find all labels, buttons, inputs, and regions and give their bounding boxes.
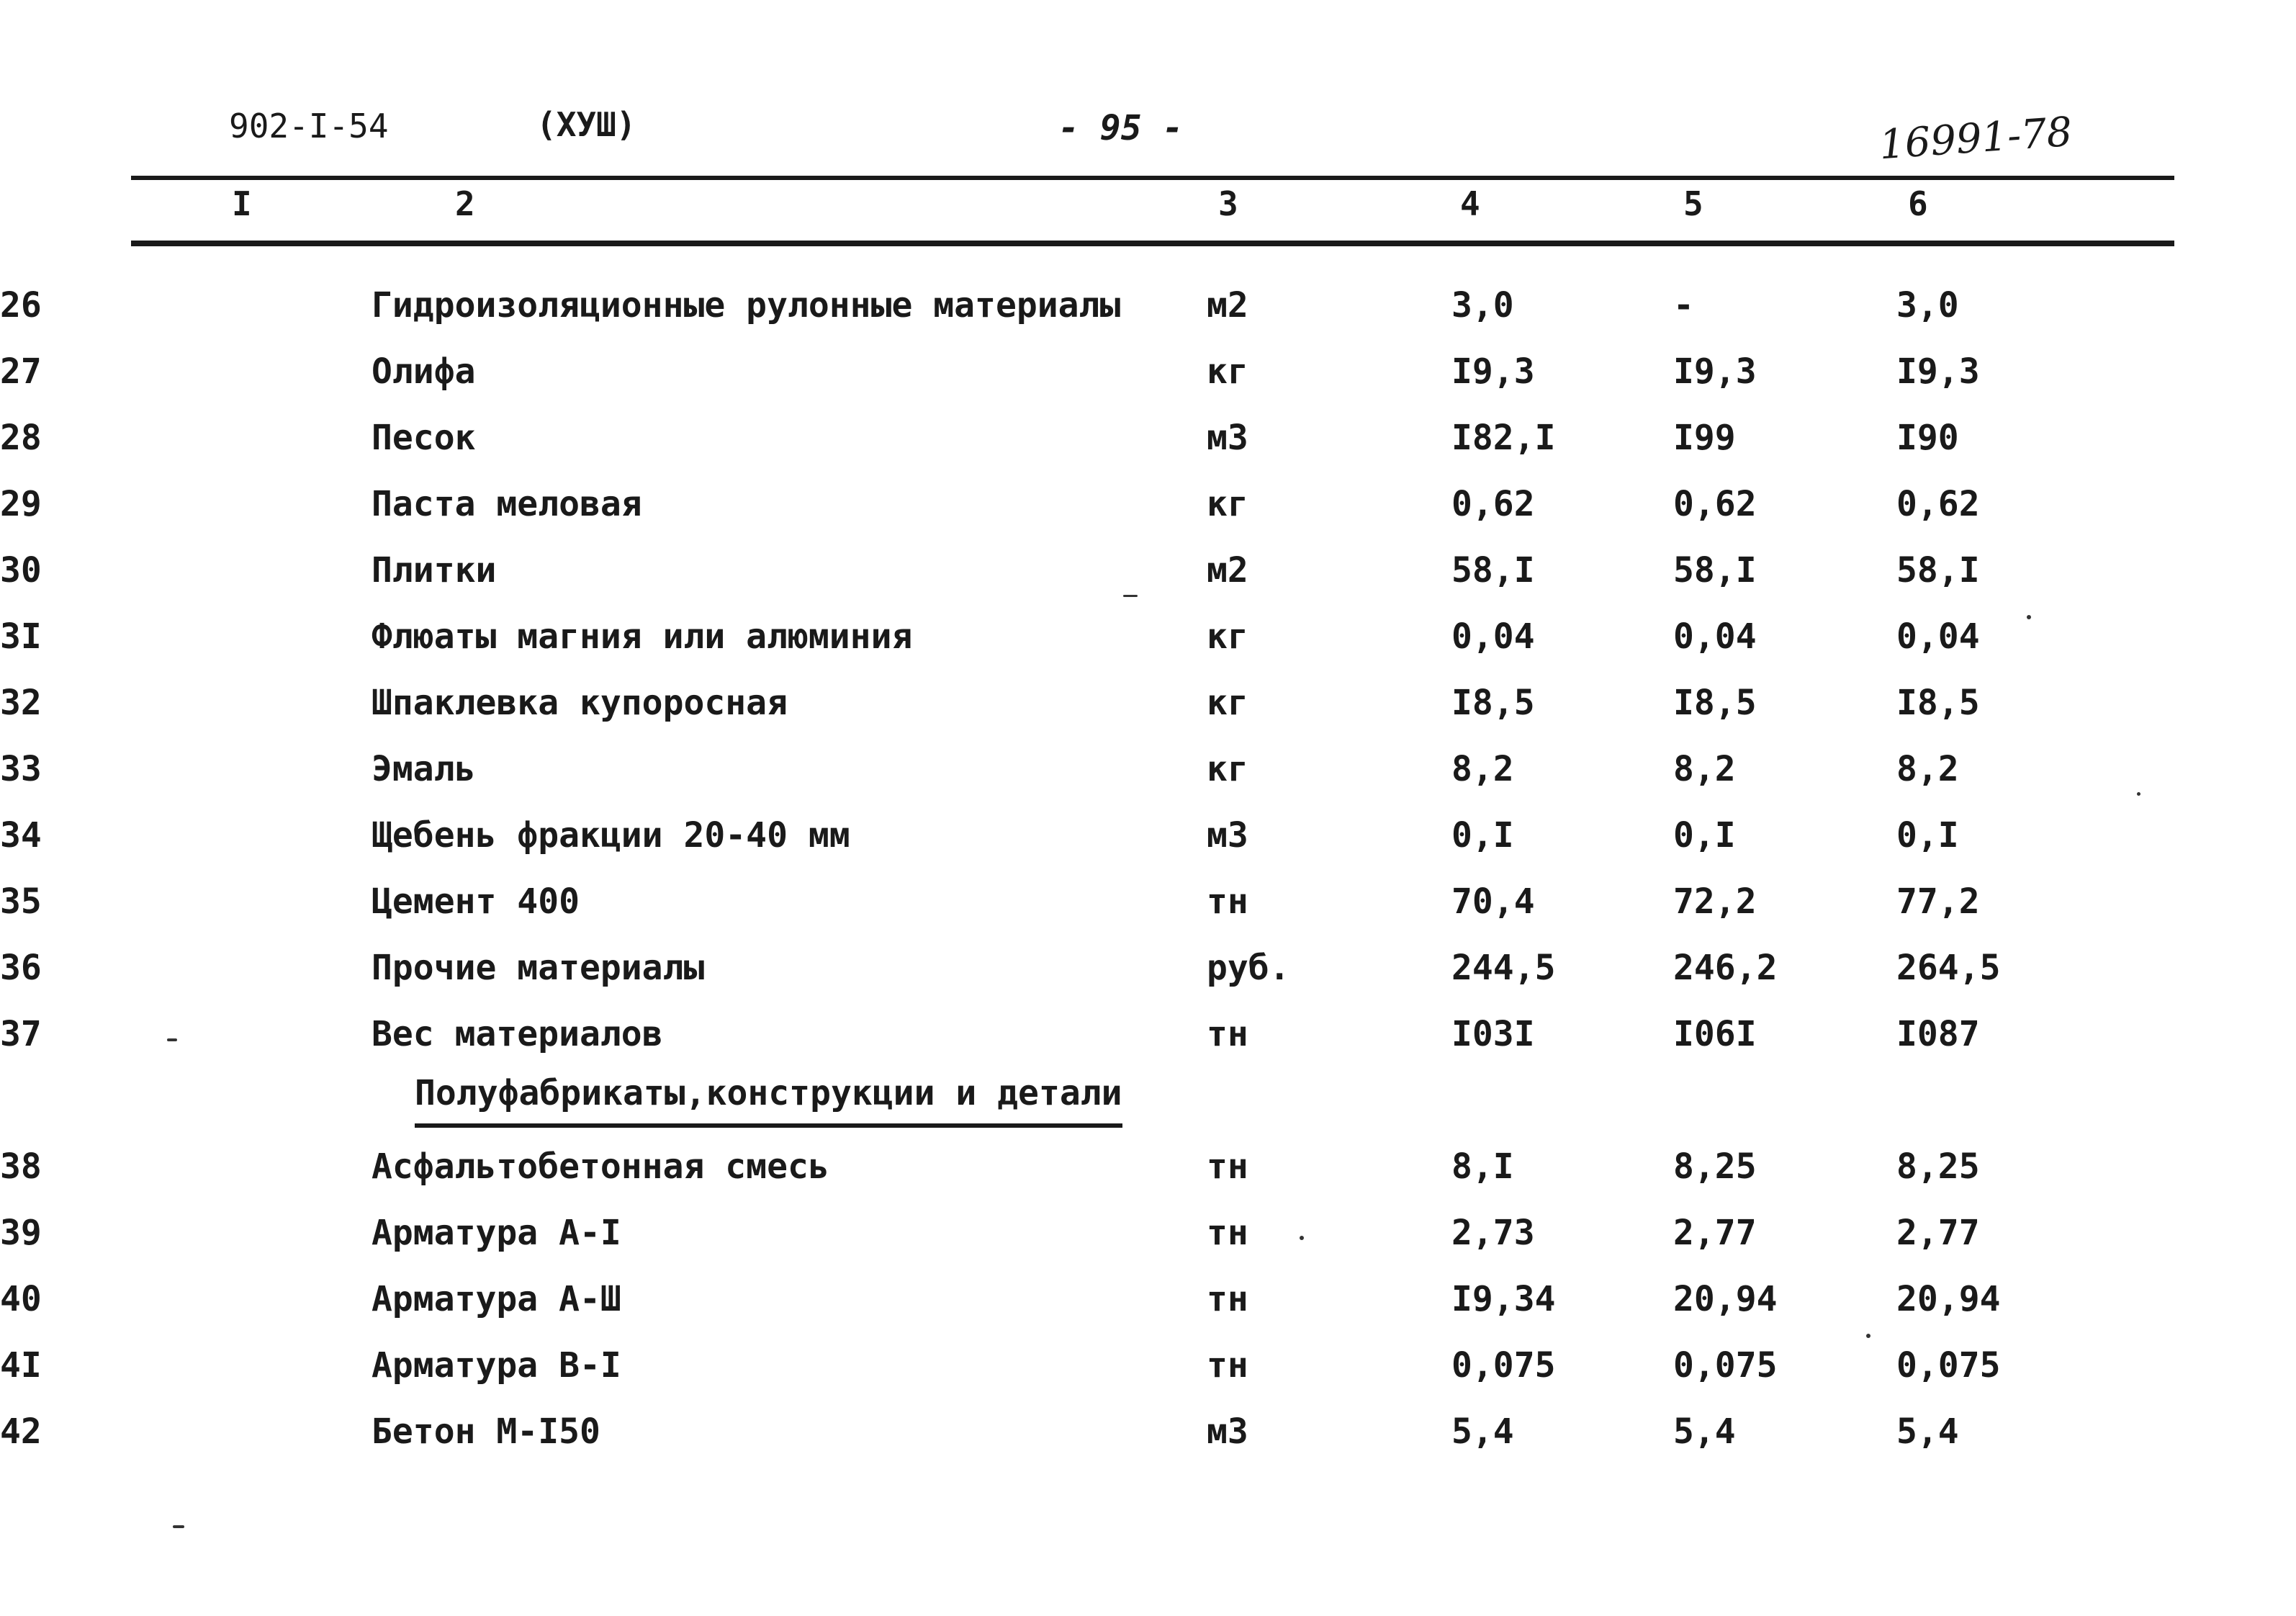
value-col-6: 5,4 [1896, 1411, 1959, 1452]
row-number: 29 [0, 484, 42, 524]
value-col-4: I9,34 [1451, 1279, 1556, 1319]
row-number: 28 [0, 418, 42, 458]
table-row [0, 405, 2184, 471]
value-col-6: 264,5 [1896, 948, 2001, 988]
value-col-6: 58,I [1896, 550, 1980, 591]
material-name: Арматура А-Ш [372, 1279, 621, 1319]
value-col-5: 0,62 [1673, 484, 1757, 524]
table-row [0, 1200, 2184, 1266]
value-col-4: 58,I [1451, 550, 1535, 591]
value-col-6: 20,94 [1896, 1279, 2001, 1319]
row-number: 37 [0, 1014, 42, 1054]
material-name: Олифа [372, 351, 476, 392]
unit-of-measure: м3 [1207, 1411, 1248, 1452]
table-row [0, 1134, 2184, 1200]
scan-speck [1866, 1334, 1870, 1338]
scan-speck [167, 1038, 177, 1041]
scan-speck [173, 1525, 184, 1528]
unit-of-measure: кг [1207, 616, 1248, 657]
page-number: - 95 - [1058, 108, 1184, 148]
row-number: 27 [0, 351, 42, 392]
table-row [0, 868, 2184, 935]
table-row [0, 1332, 2184, 1399]
value-col-4: 2,73 [1451, 1213, 1535, 1253]
value-col-6: 2,77 [1896, 1213, 1980, 1253]
unit-of-measure: тн [1207, 1146, 1248, 1187]
table-row [0, 1266, 2184, 1332]
row-number: 39 [0, 1213, 42, 1253]
row-number: 30 [0, 550, 42, 591]
column-header-1: I [232, 184, 252, 223]
value-col-5: 246,2 [1673, 948, 1778, 988]
column-header-2: 2 [455, 184, 475, 223]
value-col-4: I8,5 [1451, 683, 1535, 723]
header-bottom-rule [131, 241, 2174, 246]
table-row [0, 935, 2184, 1001]
material-name: Песок [372, 418, 476, 458]
row-number: 32 [0, 683, 42, 723]
material-name: Арматура А-I [372, 1213, 621, 1253]
row-number: 38 [0, 1146, 42, 1187]
value-col-4: 5,4 [1451, 1411, 1514, 1452]
table-row [0, 537, 2184, 603]
value-col-4: 8,2 [1451, 749, 1514, 789]
unit-of-measure: м2 [1207, 550, 1248, 591]
unit-of-measure: тн [1207, 1345, 1248, 1386]
table-row [0, 736, 2184, 802]
value-col-6: 3,0 [1896, 285, 1959, 326]
table-row [0, 1399, 2184, 1465]
unit-of-measure: кг [1207, 351, 1248, 392]
table-row [0, 603, 2184, 670]
value-col-4: I9,3 [1451, 351, 1535, 392]
section-number: (ХУШ) [536, 105, 636, 144]
scan-speck [2137, 792, 2140, 796]
row-number: 33 [0, 749, 42, 789]
value-col-5: 8,25 [1673, 1146, 1757, 1187]
value-col-4: 0,075 [1451, 1345, 1556, 1386]
material-name: Эмаль [372, 749, 476, 789]
document-code: 902-I-54 [229, 107, 389, 145]
unit-of-measure: м3 [1207, 418, 1248, 458]
unit-of-measure: тн [1207, 1213, 1248, 1253]
unit-of-measure: кг [1207, 749, 1248, 789]
table-row [0, 272, 2184, 338]
value-col-5: 5,4 [1673, 1411, 1736, 1452]
materials-table [0, 272, 2184, 1465]
scan-speck [1300, 1236, 1304, 1240]
value-col-5: 0,075 [1673, 1345, 1778, 1386]
row-number: 35 [0, 881, 42, 922]
value-col-6: 0,I [1896, 815, 1959, 856]
row-number: 40 [0, 1279, 42, 1319]
row-number: 36 [0, 948, 42, 988]
value-col-4: 3,0 [1451, 285, 1514, 326]
value-col-5: 20,94 [1673, 1279, 1778, 1319]
unit-of-measure: тн [1207, 1279, 1248, 1319]
material-name: Флюаты магния или алюминия [372, 616, 913, 657]
value-col-6: 0,62 [1896, 484, 1980, 524]
material-name: Цемент 400 [372, 881, 580, 922]
value-col-4: 0,04 [1451, 616, 1535, 657]
value-col-6: I087 [1896, 1014, 1980, 1054]
material-name: Бетон М-I50 [372, 1411, 600, 1452]
column-header-3: 3 [1218, 184, 1238, 223]
value-col-4: 244,5 [1451, 948, 1556, 988]
unit-of-measure: м2 [1207, 285, 1248, 326]
value-col-6: 0,075 [1896, 1345, 2001, 1386]
row-number: 3I [0, 616, 42, 657]
table-row [0, 802, 2184, 868]
semi-finished-rows [0, 1134, 2184, 1465]
value-col-4: 0,I [1451, 815, 1514, 856]
value-col-5: I9,3 [1673, 351, 1757, 392]
row-number: 42 [0, 1411, 42, 1452]
material-name: Прочие материалы [372, 948, 705, 988]
value-col-5: 58,I [1673, 550, 1757, 591]
column-header-6: 6 [1908, 184, 1928, 223]
column-header-4: 4 [1460, 184, 1480, 223]
value-col-4: 8,I [1451, 1146, 1514, 1187]
value-col-5: 0,04 [1673, 616, 1757, 657]
material-name: Щебень фракции 20-40 мм [372, 815, 850, 856]
inventory-number: 16991-78 [1878, 108, 2074, 169]
value-col-5: 0,I [1673, 815, 1736, 856]
scan-speck [2027, 615, 2031, 619]
value-col-6: I8,5 [1896, 683, 1980, 723]
material-name: Арматура В-I [372, 1345, 621, 1386]
table-row [0, 471, 2184, 537]
scan-speck [1123, 595, 1138, 597]
section-subheading: Полуфабрикаты,конструкции и детали [415, 1073, 1122, 1128]
row-number: 34 [0, 815, 42, 856]
value-col-5: 8,2 [1673, 749, 1736, 789]
material-name: Вес материалов [372, 1014, 663, 1054]
value-col-4: I82,I [1451, 418, 1556, 458]
value-col-6: 8,25 [1896, 1146, 1980, 1187]
value-col-5: 72,2 [1673, 881, 1757, 922]
materials-rows [0, 272, 2184, 1067]
table-row [0, 338, 2184, 405]
unit-of-measure: руб. [1207, 948, 1290, 988]
value-col-6: 77,2 [1896, 881, 1980, 922]
material-name: Паста меловая [372, 484, 642, 524]
header-top-rule [131, 176, 2174, 180]
value-col-6: 0,04 [1896, 616, 1980, 657]
row-number: 4I [0, 1345, 42, 1386]
value-col-5: I99 [1673, 418, 1736, 458]
unit-of-measure: тн [1207, 881, 1248, 922]
material-name: Шпаклевка купоросная [372, 683, 788, 723]
value-col-6: 8,2 [1896, 749, 1959, 789]
subheading-row [0, 1067, 2184, 1134]
value-col-6: I90 [1896, 418, 1959, 458]
value-col-5: - [1673, 285, 1694, 326]
unit-of-measure: м3 [1207, 815, 1248, 856]
table-row [0, 670, 2184, 736]
unit-of-measure: тн [1207, 1014, 1248, 1054]
value-col-4: I03I [1451, 1014, 1535, 1054]
value-col-5: 2,77 [1673, 1213, 1757, 1253]
value-col-4: 70,4 [1451, 881, 1535, 922]
table-row [0, 1001, 2184, 1067]
row-number: 26 [0, 285, 42, 326]
material-name: Асфальтобетонная смесь [372, 1146, 829, 1187]
material-name: Плитки [372, 550, 497, 591]
material-name: Гидроизоляционные рулонные материалы [372, 285, 1121, 326]
unit-of-measure: кг [1207, 484, 1248, 524]
value-col-4: 0,62 [1451, 484, 1535, 524]
value-col-5: I8,5 [1673, 683, 1757, 723]
value-col-6: I9,3 [1896, 351, 1980, 392]
column-header-5: 5 [1683, 184, 1703, 223]
unit-of-measure: кг [1207, 683, 1248, 723]
value-col-5: I06I [1673, 1014, 1757, 1054]
